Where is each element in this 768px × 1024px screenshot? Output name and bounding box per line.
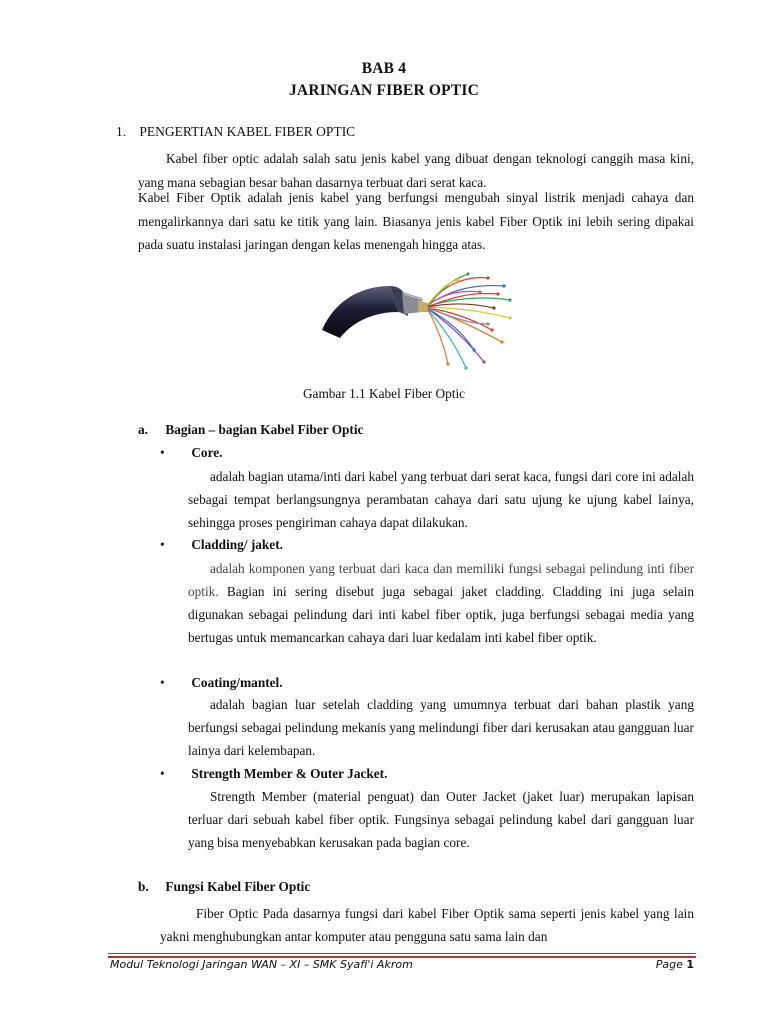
bullet-title-core: Core. bbox=[191, 445, 223, 460]
bullet-marker: • bbox=[160, 537, 165, 552]
footer-page-indicator bbox=[656, 958, 694, 971]
bullet-core bbox=[160, 445, 222, 461]
subsection-b-letter: b. bbox=[138, 879, 149, 894]
footer-module-title: Modul Teknologi Jaringan WAN – XI – SMK Syafi'i Akrom bbox=[110, 958, 413, 971]
subsection-a-letter: a. bbox=[138, 422, 148, 437]
section-1-paragraph-2: Kabel Fiber Optik adalah jenis kabel yang berfungsi mengubah sinyal listrik menjadi cahaya dan mengalirkannya dari satu ke titik yang lain. Biasanya jenis kabel Fiber Optik ini lebih sering dipakai pada suatu instalasi jaringan dengan kelas menengah hingga atas. bbox=[138, 190, 694, 252]
bullet-coating bbox=[160, 675, 283, 691]
bullet-text-cladding bbox=[188, 557, 694, 649]
bullet-marker: • bbox=[160, 675, 165, 690]
bullet-text-core: adalah bagian utama/inti dari kabel yang terbuat dari serat kaca, fungsi dari core ini adalah sebagai tempat berlangsungnya perambatan cahaya dari satu ujung ke ujung kabel lainya, sehingga proses pengiriman cahaya dapat dilakukan. bbox=[188, 469, 694, 530]
section-1-number: 1. bbox=[116, 124, 127, 139]
bullet-title-coating: Coating/mantel. bbox=[191, 675, 283, 690]
chapter-title: JARINGAN FIBER OPTIC bbox=[288, 82, 479, 99]
section-1-heading bbox=[116, 124, 355, 140]
footer-rule-top bbox=[108, 953, 696, 954]
bullet-marker: • bbox=[160, 766, 165, 781]
bullet-text-cladding-lead: adalah komponen yang terbuat dari kaca dan memiliki fungsi sebagai pelindung inti fiber optik. bbox=[188, 561, 694, 599]
subsection-b-paragraph: Fiber Optic Pada dasarnya fungsi dari kabel Fiber Optik sama seperti jenis kabel yang lain yakni menghubungkan antar komputer atau pengguna satu sama lain dan bbox=[160, 906, 694, 944]
subsection-a-heading-text: Bagian – bagian Kabel Fiber Optic bbox=[165, 422, 364, 437]
subsection-b-heading-text: Fungsi Kabel Fiber Optic bbox=[165, 879, 311, 894]
bullet-cladding bbox=[160, 537, 283, 553]
bullet-title-cladding: Cladding/ jaket. bbox=[191, 537, 283, 552]
subsection-a-heading bbox=[138, 422, 363, 438]
bullet-title-strength-member: Strength Member & Outer Jacket. bbox=[191, 766, 388, 781]
bullet-text-cladding-rest: Bagian ini sering disebut juga sebagai jaket cladding. Cladding ini juga selain digunakan sebagai pelindung dari inti kabel fiber optik, juga berfungsi sebagai media yang bertugas untuk memancarkan cahaya dari luar kedalam inti kabel fiber optik. bbox=[188, 584, 694, 645]
fiber-optic-cable-image bbox=[318, 272, 514, 372]
section-1-heading-text: PENGERTIAN KABEL FIBER OPTIC bbox=[139, 124, 356, 139]
subsection-b-heading bbox=[138, 879, 310, 895]
footer-page-label: Page bbox=[655, 958, 683, 971]
chapter-label: BAB 4 bbox=[361, 60, 407, 77]
figure-caption: Gambar 1.1 Kabel Fiber Optic bbox=[302, 386, 466, 401]
bullet-text-strength-member: Strength Member (material penguat) dan Outer Jacket (jaket luar) merupakan lapisan terluar dari sebuah kabel fiber optik. Fungsinya sebagai pelindung kabel dari gangguan luar yang bisa menyebabkan kerusakan pada bagian core. bbox=[188, 789, 694, 850]
bullet-strength-member bbox=[160, 766, 387, 782]
bullet-text-coating: adalah bagian luar setelah cladding yang umumnya terbuat dari bahan plastik yang berfungsi sebagai pelindung mekanis yang melindungi fiber dari kerusakan atau gangguan luar lainya dari kelembapan. bbox=[188, 697, 694, 758]
bullet-marker: • bbox=[160, 445, 165, 460]
footer-page-number: 1 bbox=[686, 958, 694, 971]
section-1-paragraph-1: Kabel fiber optic adalah salah satu jenis kabel yang dibuat dengan teknologi canggih masa kini, yang mana sebagian besar bahan dasarnya terbuat dari serat kaca. bbox=[138, 151, 694, 190]
